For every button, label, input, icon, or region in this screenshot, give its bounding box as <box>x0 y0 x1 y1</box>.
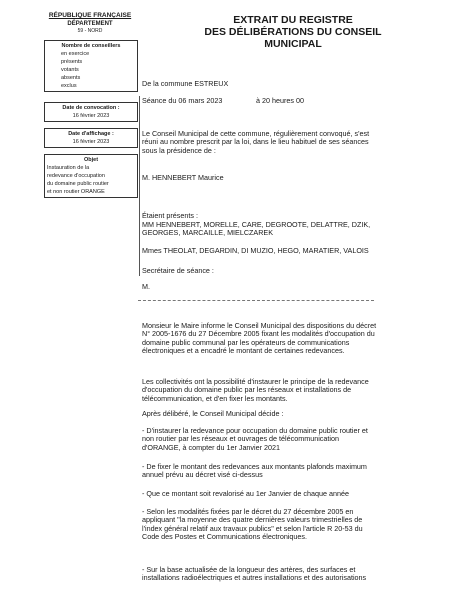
secretary-name: M. <box>142 282 150 291</box>
presents-label: Étaient présents : <box>142 211 198 220</box>
department-label: DÉPARTEMENT <box>67 21 113 27</box>
objet-line: du domaine public routier <box>47 181 109 187</box>
document-title <box>168 14 418 50</box>
presents-men: MM HENNEBERT, MORELLE, CARE, DEGROOTE, DELATTRE, DZIK, GEORGES, MARCAILLE, MIELCZAREK <box>142 220 371 238</box>
president-name: M. HENNEBERT Maurice <box>142 173 224 182</box>
objet-line: et non routier ORANGE <box>47 189 105 195</box>
councillors-title: Nombre de conseillers <box>61 43 121 49</box>
paragraph-5: - De fixer le montant des redevances aux montants plafonds maximum annuel prévu au décret visé ci-dessus <box>142 462 367 480</box>
margin-line <box>139 96 140 276</box>
seance-date: Séance du 06 mars 2023 <box>142 96 223 105</box>
left-column <box>44 12 136 198</box>
objet-line: redevance d'occupation <box>47 173 105 179</box>
commune-line: De la commune ESTREUX <box>142 79 229 88</box>
councillors-item: présents <box>61 59 83 65</box>
councillors-item: exclus <box>61 83 77 89</box>
paragraph-1: Monsieur le Maire informe le Conseil Municipal des dispositions du décret N° 2005-1676 du 27 Décembre 2005 fixant les modalités d'occupation du domaine public communal par les opérateurs de communications électroniques et a encadré le montant de certaines redevances. <box>142 321 377 356</box>
secretary-label: Secrétaire de séance : <box>142 266 214 275</box>
councillors-item: absents <box>61 75 81 81</box>
affichage-label: Date d'affichage : <box>68 131 114 137</box>
convocation-date: 16 février 2023 <box>72 113 110 119</box>
objet-line: Instauration de la <box>47 165 90 171</box>
paragraph-7: - Selon les modalités fixées par le décret du 27 décembre 2005 en appliquant "la moyenne des quatre dernières valeurs trimestrielles de l'index général relatif aux travaux publics" et selon l'article R 20-53 du Code des Postes et Communications électroniques. <box>142 507 363 542</box>
convocation-box <box>44 102 138 122</box>
convocation-label: Date de convocation : <box>62 105 120 111</box>
title-line-2: DES DÉLIBÉRATIONS DU CONSEIL <box>204 26 382 38</box>
title-line-3: MUNICIPAL <box>264 38 322 50</box>
paragraph-3: Après délibéré, le Conseil Municipal décide : <box>142 409 284 418</box>
republic-label: RÉPUBLIQUE FRANÇAISE <box>48 12 132 19</box>
affichage-box <box>44 128 138 148</box>
affichage-date: 16 février 2023 <box>72 139 110 145</box>
councillors-box <box>44 40 138 92</box>
department-name: 59 - NORD <box>77 28 103 34</box>
seance-time: à 20 heures 00 <box>256 96 304 105</box>
paragraph-6: - Que ce montant soit revalorisé au 1er Janvier de chaque année <box>142 489 349 498</box>
presents-women: Mmes THEOLAT, DEGARDIN, DI MUZIO, HEGO, MARATIER, VALOIS <box>142 246 369 255</box>
paragraph-2: Les collectivités ont la possibilité d'instaurer le principe de la redevance d'occupation du domaine public par les réseaux et installations de télécommunication, et d'en fixer les montants. <box>142 377 369 403</box>
section-divider <box>138 300 374 301</box>
councillors-item: en exercice <box>61 51 90 57</box>
paragraph-4: - D'instaurer la redevance pour occupation du domaine public routier et non routier par les réseaux et ouvrages de télécommunication d'ORANGE, à compter du 1er Janvier 2021 <box>142 426 368 452</box>
objet-box <box>44 154 138 198</box>
councillors-item: votants <box>61 67 79 73</box>
title-line-1: EXTRAIT DU REGISTRE <box>233 14 353 26</box>
intro-paragraph: Le Conseil Municipal de cette commune, régulièrement convoqué, s'est réuni au nombre prescrit par la loi, dans le lieu habituel de ses séances sous la présidence de : <box>142 129 370 155</box>
objet-label: Objet <box>83 157 99 163</box>
paragraph-8: - Sur la base actualisée de la longueur des artères, des surfaces et installations radioélectriques et autres installations et des autorisations <box>142 565 367 583</box>
